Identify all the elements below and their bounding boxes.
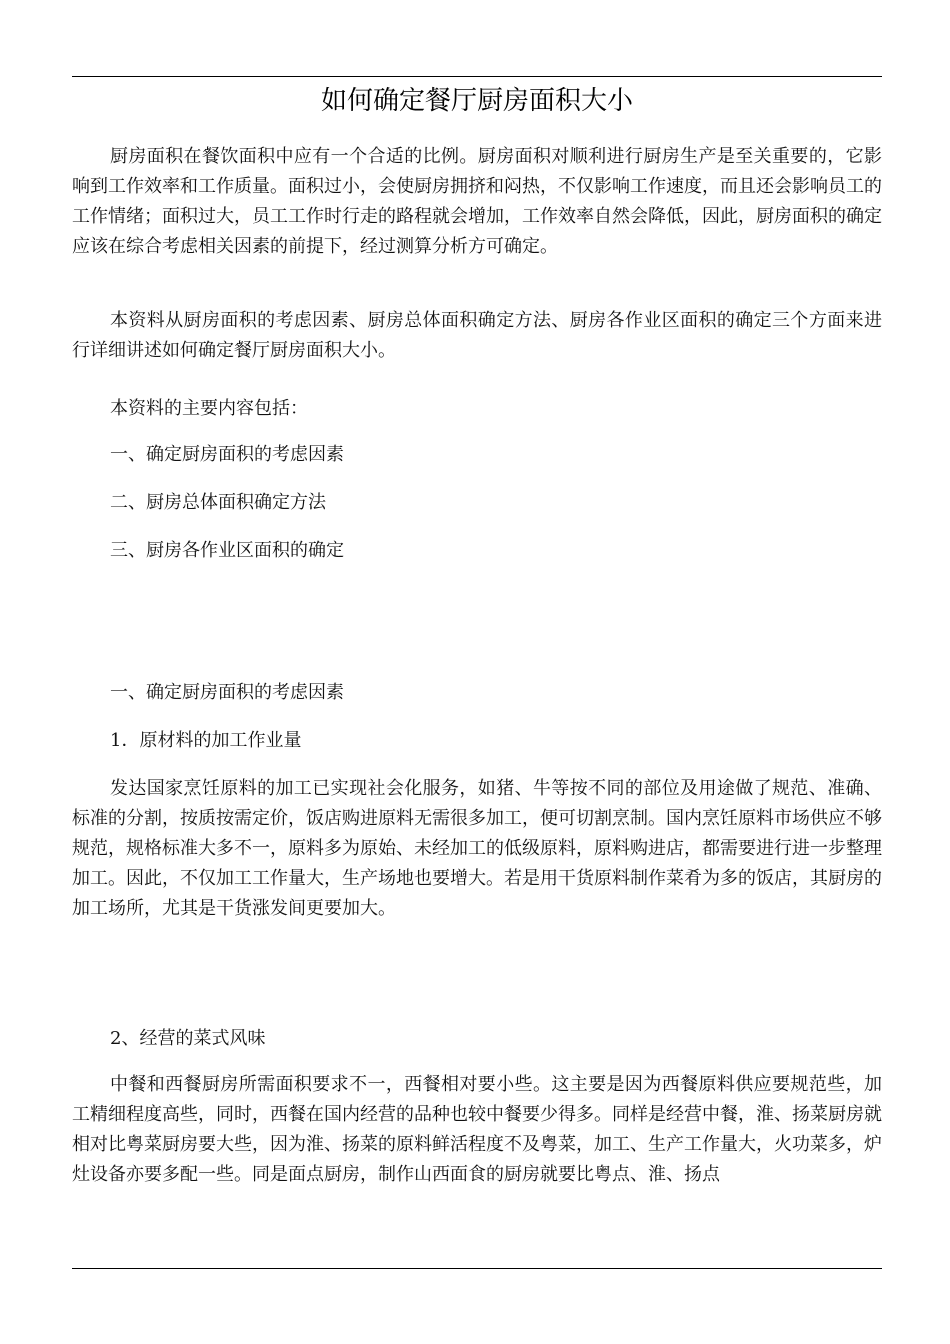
intro-paragraph-1: 厨房面积在餐饮面积中应有一个合适的比例。厨房面积对顺利进行厨房生产是至关重要的，它影响到工作效率和工作质量。面积过小，会使厨房拥挤和闷热，不仅影响工作速度，而且还会影响员工的工作情绪；面积过大，员工工作时行走的路程就会增加，工作效率自然会降低，因此，厨房面积的确定应该在综合考虑相关因素的前提下，经过测算分析方可确定。 [72, 146, 882, 257]
contents-item-2: 二、厨房总体面积确定方法 [110, 492, 326, 513]
subsection-2-heading: 2、经营的菜式风味 [110, 1028, 266, 1049]
header-rule [72, 76, 882, 77]
subsection-2-paragraph: 中餐和西餐厨房所需面积要求不一，西餐相对要小些。这主要是因为西餐原料供应要规范些，加工精细程度高些，同时，西餐在国内经营的品种也较中餐要少得多。同样是经营中餐，淮、扬菜厨房就相对比粤菜厨房要大些，因为淮、扬菜的原料鲜活程度不及粤菜，加工、生产工作量大，火功菜多，炉灶设备亦要多配一些。同是面点厨房，制作山西面食的厨房就要比粤点、淮、扬点 [72, 1074, 882, 1185]
contents-heading: 本资料的主要内容包括： [110, 398, 308, 419]
section-1-heading: 一、确定厨房面积的考虑因素 [110, 682, 344, 703]
footer-rule [72, 1268, 882, 1269]
contents-item-1: 一、确定厨房面积的考虑因素 [110, 444, 344, 465]
subsection-1-heading: 1．原材料的加工作业量 [110, 730, 302, 751]
subsection-1-paragraph: 发达国家烹饪原料的加工已实现社会化服务，如猪、牛等按不同的部位及用途做了规范、准确、标准的分割，按质按需定价，饭店购进原料无需很多加工，便可切割烹制。国内烹饪原料市场供应不够规范，规格标准大多不一，原料多为原始、未经加工的低级原料，原料购进店，都需要进行进一步整理加工。因此，不仅加工工作量大，生产场地也要增大。若是用干货原料制作菜肴为多的饭店，其厨房的加工场所，尤其是干货涨发间更要加大。 [72, 778, 882, 919]
contents-item-3: 三、厨房各作业区面积的确定 [110, 540, 344, 561]
page-title: 如何确定餐厅厨房面积大小 [320, 86, 633, 116]
intro-paragraph-2: 本资料从厨房面积的考虑因素、厨房总体面积确定方法、厨房各作业区面积的确定三个方面来进行详细讲述如何确定餐厅厨房面积大小。 [72, 310, 882, 361]
